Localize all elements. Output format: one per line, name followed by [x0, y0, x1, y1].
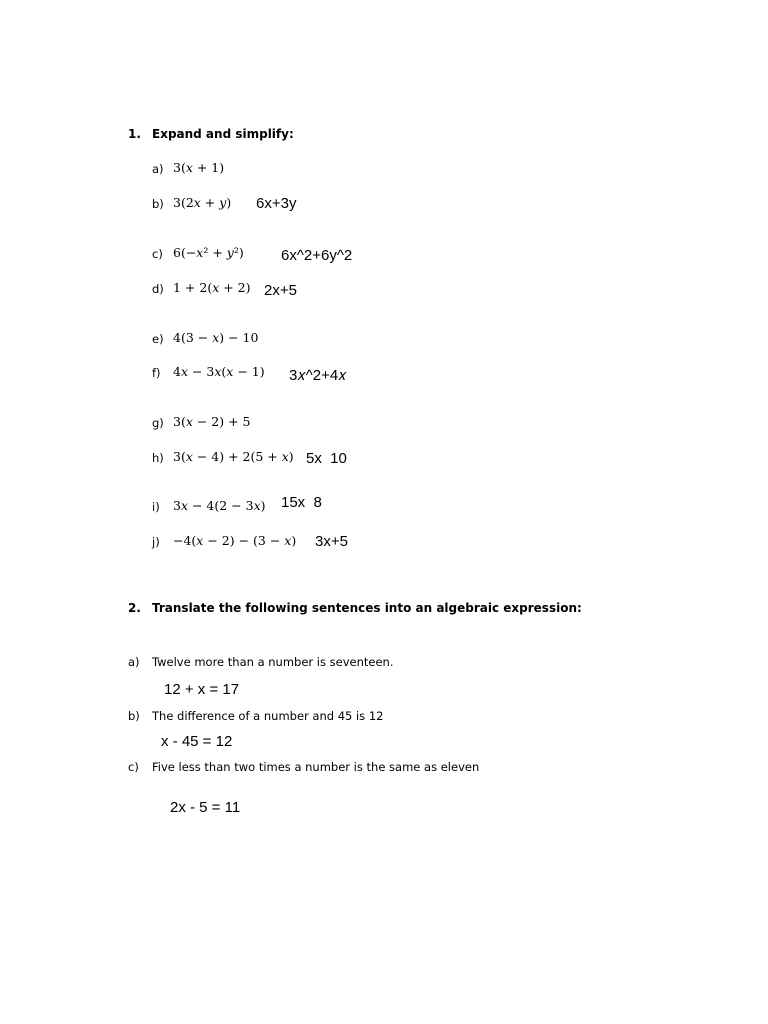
- item-label: j): [152, 535, 160, 549]
- item-label: h): [152, 451, 164, 465]
- q2-title: Translate the following sentences into an algebraic expression:: [152, 601, 582, 615]
- sentence-text: Twelve more than a number is seventeen.: [152, 655, 394, 669]
- item-label: b): [128, 709, 140, 723]
- item-label: e): [152, 332, 164, 346]
- item-label: g): [152, 416, 164, 430]
- item-label: b): [152, 197, 164, 211]
- math-expression: −4(𝑥 − 2) − (3 − 𝑥): [173, 533, 297, 548]
- student-answer: 5x 10: [306, 450, 347, 467]
- item-label: d): [152, 282, 164, 296]
- math-expression: 4(3 − 𝑥) − 10: [173, 330, 259, 345]
- item-label: i): [152, 500, 160, 514]
- math-expression: 3𝑥 − 4(2 − 3𝑥): [173, 498, 266, 513]
- math-expression: 3(2𝑥 + 𝑦): [173, 195, 232, 210]
- student-answer: 2x - 5 = 11: [170, 799, 241, 816]
- math-expression: 4𝑥 − 3𝑥(𝑥 − 1): [173, 364, 265, 379]
- q2-number: 2.: [128, 601, 141, 615]
- student-answer: 3𝑥^2+4𝑥: [289, 367, 347, 384]
- math-expression: 3(𝑥 − 4) + 2(5 + 𝑥): [173, 449, 294, 464]
- student-answer: 6x+3y: [256, 195, 297, 212]
- item-label: f): [152, 366, 161, 380]
- student-answer: 3x+5: [315, 533, 348, 550]
- sentence-text: The difference of a number and 45 is 12: [152, 709, 384, 723]
- item-label: c): [128, 760, 139, 774]
- math-expression: 3(𝑥 + 1): [173, 160, 225, 175]
- math-expression: 3(𝑥 − 2) + 5: [173, 414, 251, 429]
- student-answer: 6x^2+6y^2: [281, 247, 353, 264]
- item-label: a): [128, 655, 140, 669]
- student-answer: 15x 8: [281, 494, 322, 511]
- student-answer: 2x+5: [264, 282, 297, 299]
- student-answer: x - 45 = 12: [161, 733, 233, 750]
- sentence-text: Five less than two times a number is the same as eleven: [152, 760, 480, 774]
- q1-number: 1.: [128, 127, 141, 141]
- math-expression: 6(−𝑥² + 𝑦²): [173, 245, 244, 260]
- item-label: a): [152, 162, 164, 176]
- q1-title: Expand and simplify:: [152, 127, 294, 141]
- student-answer: 12 + x = 17: [164, 681, 240, 698]
- math-expression: 1 + 2(𝑥 + 2): [173, 280, 251, 295]
- item-label: c): [152, 247, 163, 261]
